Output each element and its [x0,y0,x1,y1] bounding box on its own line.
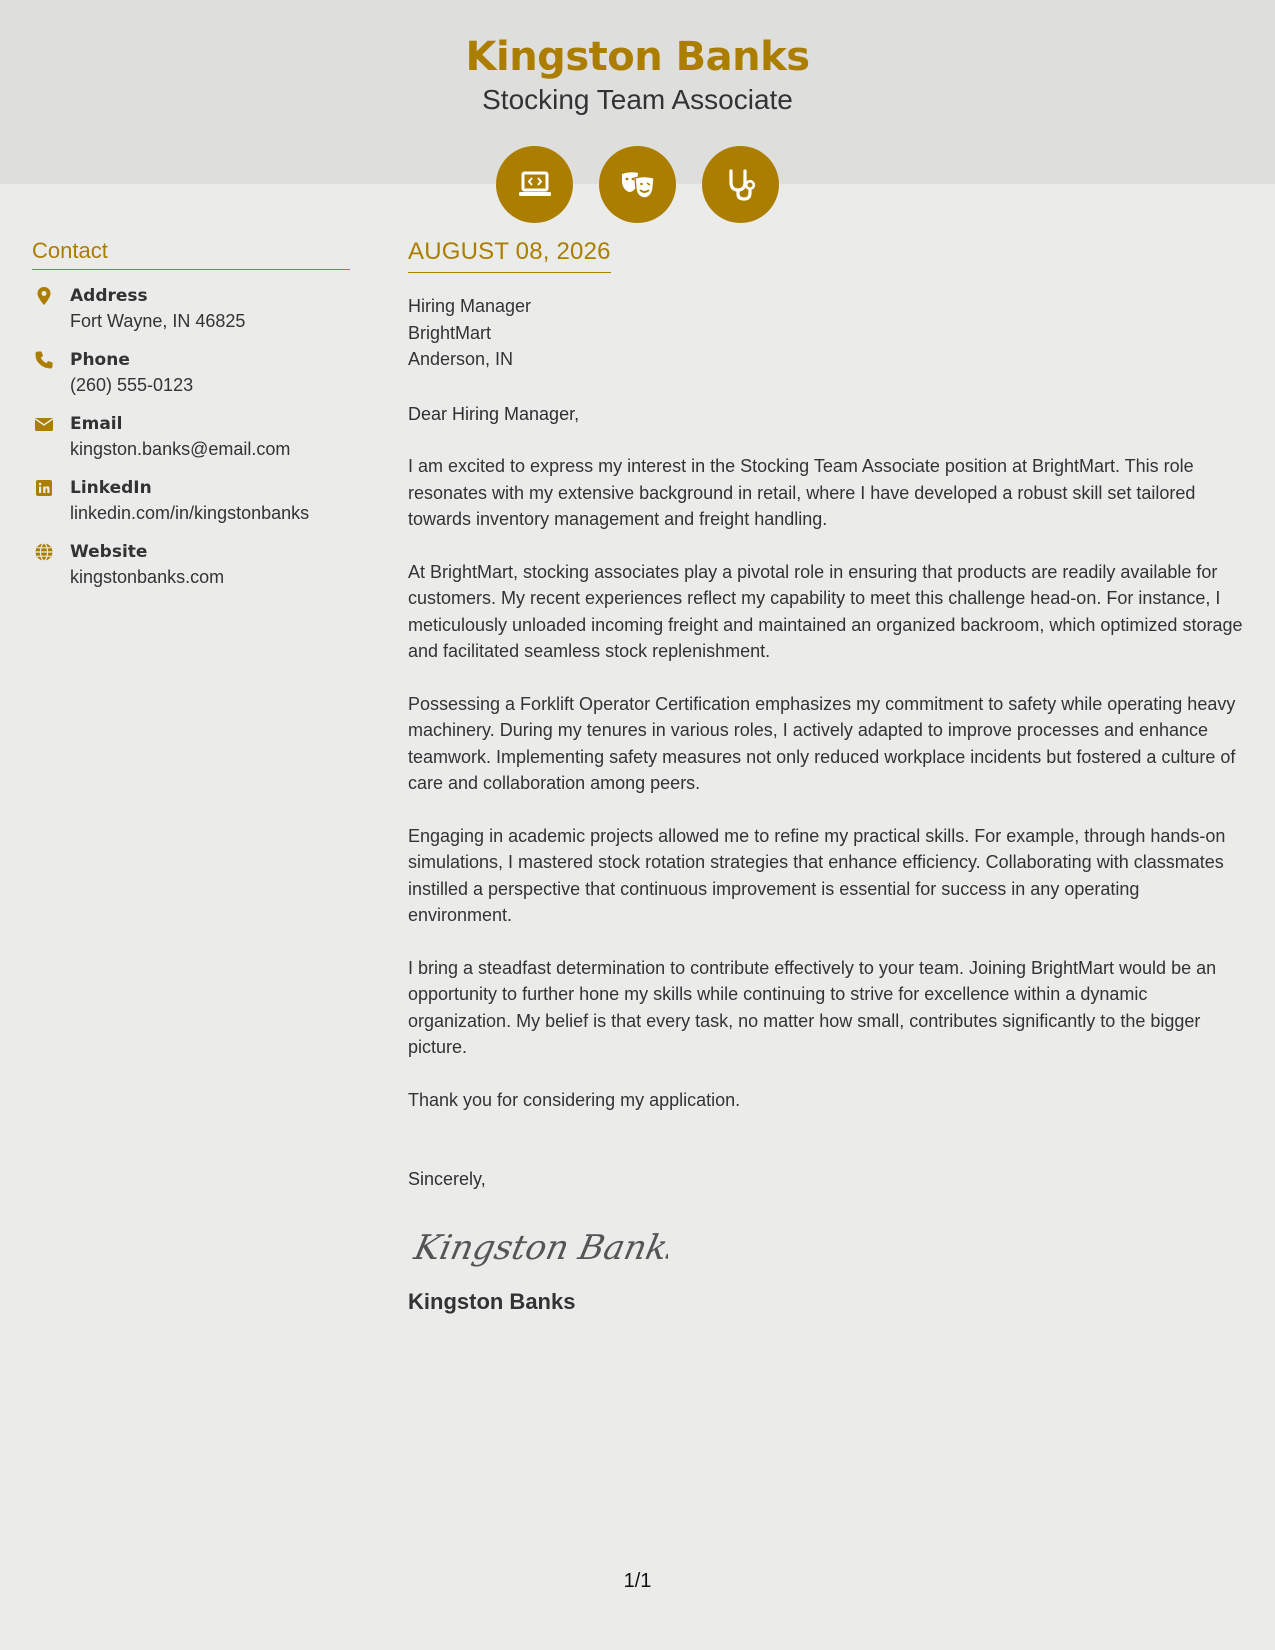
contact-label: Email [70,414,123,434]
contact-value[interactable]: linkedin.com/in/kingstonbanks [70,503,310,523]
phone-icon [34,350,54,370]
laptop-code-icon [496,146,573,223]
contact-value: Fort Wayne, IN 46825 [70,311,246,331]
contact-sidebar [32,238,350,590]
envelope-icon [34,414,54,434]
globe-icon [34,542,54,562]
paragraph: Possessing a Forklift Operator Certification emphasizes my commitment to safety while operating heavy machinery. During my tenures in various roles, I actively adapted to improve processes and enhance teamwork. Implementing safety measures not only reduced workplace incidents but fostered a culture of care and collaboration among peers. [408,693,1236,793]
recipient-block [408,293,1243,373]
recipient-line: BrightMart [408,322,492,343]
contact-value: (260) 555-0123 [70,375,194,395]
paragraph: At BrightMart, stocking associates play a pivotal role in ensuring that products are readily available for customers. My recent experiences reflect my capability to meet this challenge head-on. For instance, I meticulously unloaded incoming freight and maintained an organized backroom, which optimized storage and facilitated seamless stock replenishment. [408,561,1243,661]
signature-image [408,1215,1243,1277]
contact-heading: Contact [32,238,350,270]
paragraph: I am excited to express my interest in the Stocking Team Associate position at BrightMart. This role resonates with my extensive background in retail, where I have developed a robust skill set tailored towards inventory management and freight handling. [408,456,1196,529]
contact-label: LinkedIn [70,478,152,498]
paragraph: I bring a steadfast determination to contribute effectively to your team. Joining BrightMart would be an opportunity to further hone my skills while continuing to strive for excellence within a dynamic organization. My belief is that every task, no matter how small, contributes significantly to the bigger picture. [408,957,1217,1057]
signed-name: Kingston Banks [408,1288,576,1314]
letter-body [408,238,1243,1315]
contact-value[interactable]: kingstonbanks.com [70,567,225,587]
contact-label: Website [70,542,148,562]
recipient-line: Hiring Manager [408,296,532,316]
signature-text: Kingston Banks [410,1227,668,1268]
letter-date: AUGUST 08, 2026 [408,238,611,273]
contact-email [32,412,350,462]
contact-linkedin [32,476,350,526]
contact-label: Phone [70,350,130,370]
interest-icons [496,146,779,223]
masks-theater-icon [599,146,676,223]
stethoscope-icon [702,146,779,223]
contact-website [32,540,350,590]
recipient-line: Anderson, IN [408,349,514,369]
contact-label: Address [70,286,148,306]
applicant-name: Kingston Banks [465,34,810,80]
paragraph: Thank you for considering my application. [408,1089,741,1110]
paragraph: Engaging in academic projects allowed me to refine my practical skills. For example, through hands-on simulations, I mastered stock rotation strategies that enhance efficiency. Collaborating with classmates instilled a perspective that continuous improvement is essential for success in any operating environment. [408,825,1226,925]
linkedin-icon [34,478,54,498]
contact-address [32,284,350,334]
contact-value[interactable]: kingston.banks@email.com [70,439,291,459]
job-title: Stocking Team Associate [482,84,793,115]
page-number: 1/1 [623,1570,652,1592]
location-pin-icon [34,286,54,306]
contact-phone [32,348,350,398]
closing: Sincerely, [408,1169,486,1189]
salutation: Dear Hiring Manager, [408,403,580,424]
